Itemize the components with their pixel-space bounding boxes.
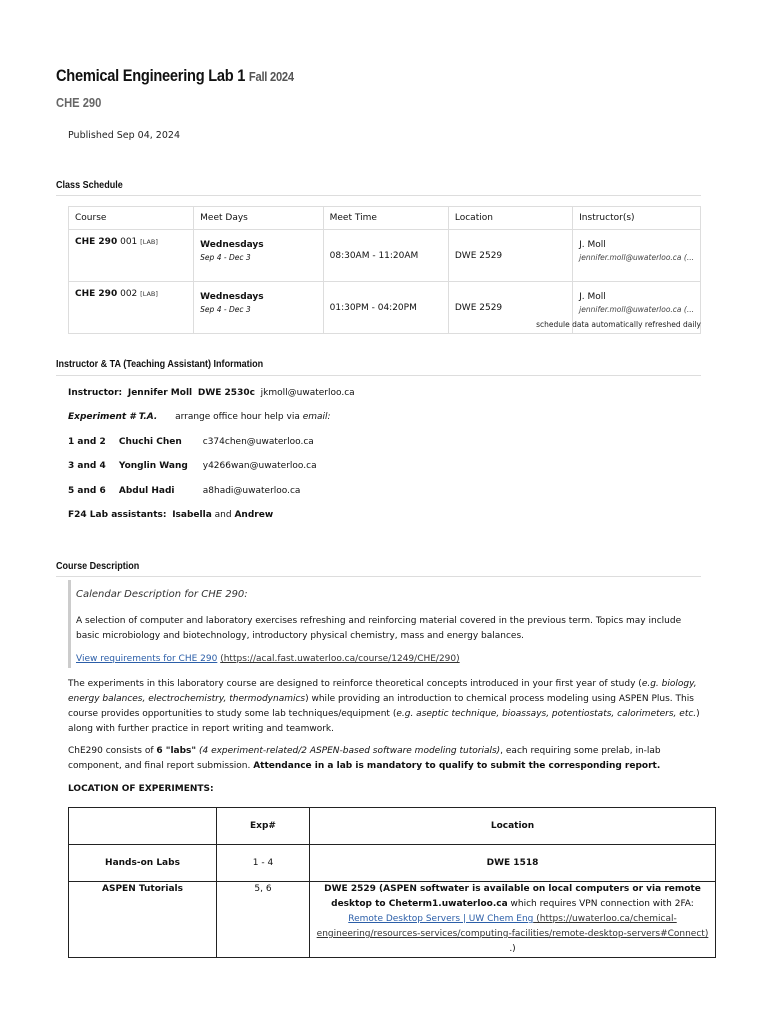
ta-email: y4266wan@uwaterloo.ca: [202, 461, 317, 471]
course-title: Chemical Engineering Lab 1: [56, 66, 246, 85]
course-code: CHE 290: [75, 289, 118, 299]
column-header: Exp#: [217, 808, 310, 845]
section-number: 001: [120, 237, 138, 247]
ta-row: [68, 486, 300, 496]
term-label: Fall 2024: [248, 69, 294, 84]
locations-table: [68, 807, 716, 958]
ta-header-note: arrange office hour help via: [175, 412, 300, 422]
days-cell: [194, 282, 323, 334]
labs-breakdown: (4 experiment-related/2 ASPEN-based software modeling tutorials): [196, 746, 501, 756]
page-title: [56, 66, 294, 86]
meet-time: 08:30AM - 11:20AM: [323, 230, 448, 282]
course-cell: [69, 282, 194, 334]
lab-location: [310, 882, 716, 958]
meet-dates: Sep 4 - Dec 3: [200, 305, 251, 314]
ta-exp: 1 and 2: [68, 437, 106, 447]
assistant-name: Isabella: [172, 510, 212, 520]
section-number: 002: [120, 289, 138, 299]
aspen-close: .): [509, 944, 516, 954]
locations-heading: LOCATION OF EXPERIMENTS:: [68, 784, 214, 794]
location: DWE 2529: [448, 282, 572, 334]
lab-assistants-line: [68, 510, 273, 520]
exp-numbers: 5, 6: [217, 882, 310, 958]
instructor-office: DWE 2530c: [197, 388, 255, 398]
column-header: Location: [310, 808, 716, 845]
instructor-name: J. Moll: [579, 292, 606, 302]
aspen-note: which requires VPN connection with 2FA:: [507, 899, 694, 909]
instructor-email: jennifer.moll@uwaterloo.ca (...: [579, 253, 694, 262]
schedule-heading: Class Schedule: [56, 179, 123, 191]
column-header: Instructor(s): [573, 207, 701, 230]
assistants-and: and: [214, 510, 232, 520]
course-code: CHE 290: [56, 95, 102, 110]
location: DWE 2529: [448, 230, 572, 282]
days-cell: [194, 230, 323, 282]
table-row: [69, 845, 716, 882]
instructor-line: [68, 388, 355, 398]
lab-type: Hands-on Labs: [69, 845, 217, 882]
labs-count: 6 "labs": [156, 746, 197, 756]
ta-header-line: [68, 412, 331, 422]
meet-time: 01:30PM - 04:20PM: [323, 282, 448, 334]
lab-location: DWE 1518: [310, 845, 716, 882]
course-code: CHE 290: [75, 237, 118, 247]
column-header: Location: [448, 207, 572, 230]
schedule-table: [68, 206, 701, 334]
ta-name: Yonglin Wang: [118, 461, 188, 471]
requirements-url[interactable]: (https://acal.fast.uwaterloo.ca/course/1249/CHE/290): [220, 654, 460, 664]
published-date: Published Sep 04, 2024: [68, 130, 180, 141]
divider: [56, 375, 701, 376]
remote-desktop-link[interactable]: Remote Desktop Servers | UW Chem Eng: [348, 914, 534, 924]
course-cell: [69, 230, 194, 282]
requirements-link[interactable]: View requirements for CHE 290: [76, 654, 218, 664]
intro-text: ) along with further practice in report writing and teamwork.: [68, 709, 700, 734]
attendance-note: Attendance in a lab is mandatory to qualify to submit the corresponding report.: [253, 761, 661, 771]
ta-header-label: Experiment # T.A.: [68, 412, 158, 422]
divider: [56, 195, 701, 196]
requirements-line: [76, 654, 460, 664]
remote-desktop-url[interactable]: (https://uwaterloo.ca/chemical-engineering/resources-services/computing-facilities/remote-desktop-servers#Connect): [316, 914, 709, 939]
instructor-cell: [573, 230, 701, 282]
table-header-row: [69, 808, 716, 845]
divider: [56, 576, 701, 577]
aspen-location: DWE 2529 (ASPEN softwater is available on local computers or via remote desktop to Cheterm1.uwaterloo.ca: [324, 884, 701, 909]
ta-header-email-word: email:: [302, 412, 331, 422]
instructor-email: jkmoll@uwaterloo.ca: [260, 388, 355, 398]
calendar-title: Calendar Description for CHE 290:: [76, 589, 248, 600]
lab-type: ASPEN Tutorials: [69, 882, 217, 958]
intro-examples: e.g. aseptic technique, bioassays, potentiostats, calorimeters, etc.: [396, 709, 697, 719]
ta-name: Abdul Hadi: [118, 486, 175, 496]
column-header: Meet Days: [194, 207, 323, 230]
ta-email: a8hadi@uwaterloo.ca: [202, 486, 301, 496]
intro-text: The experiments in this laboratory course are designed to reinforce theoretical concepts introduced in your first year of study (: [68, 679, 642, 689]
table-header-row: [69, 207, 701, 230]
labs-text: , each requiring some prelab, in-lab component, and final report submission.: [68, 746, 661, 771]
table-row: [69, 882, 716, 958]
exp-numbers: 1 - 4: [217, 845, 310, 882]
instructor-name: Jennifer Moll: [127, 388, 193, 398]
intro-text: ) while providing an introduction to chemical process modeling using ASPEN Plus. This course provides opportunities to study some lab techniques/equipment (: [68, 694, 694, 719]
meet-days: Wednesdays: [200, 240, 264, 250]
meet-dates: Sep 4 - Dec 3: [200, 253, 251, 262]
column-header: Course: [69, 207, 194, 230]
empty-header-cell: [69, 808, 217, 845]
column-header: Meet Time: [323, 207, 448, 230]
ta-name: Chuchi Chen: [118, 437, 182, 447]
assistants-label: F24 Lab assistants:: [68, 510, 167, 520]
ta-exp: 5 and 6: [68, 486, 106, 496]
intro-examples: e.g. biology, energy balances, electrochemistry, thermodynamics: [68, 679, 697, 704]
assistant-name: Andrew: [234, 510, 274, 520]
meet-days: Wednesdays: [200, 292, 264, 302]
calendar-text: A selection of computer and laboratory exercises refreshing and reinforcing material covered in the previous term. Topics may include basic microbiology and biotechnology, introductory physical chemistry, mass and energy balances.: [76, 616, 682, 641]
labs-paragraph: [68, 744, 701, 774]
description-heading: Course Description: [56, 560, 140, 572]
section-type: [LAB]: [140, 238, 158, 246]
table-row: [69, 230, 701, 282]
labs-text: ChE290 consists of: [68, 746, 157, 756]
staff-heading: Instructor & TA (Teaching Assistant) Information: [56, 358, 264, 370]
ta-row: [68, 437, 314, 447]
ta-email: c374chen@uwaterloo.ca: [202, 437, 314, 447]
instructor-email: jennifer.moll@uwaterloo.ca (...: [579, 305, 694, 314]
refresh-note: schedule data automatically refreshed daily: [536, 320, 701, 329]
ta-row: [68, 461, 317, 471]
ta-exp: 3 and 4: [68, 461, 106, 471]
intro-paragraph: [68, 677, 701, 737]
section-type: [LAB]: [140, 290, 158, 298]
instructor-label: Instructor:: [68, 388, 123, 398]
instructor-name: J. Moll: [579, 240, 606, 250]
